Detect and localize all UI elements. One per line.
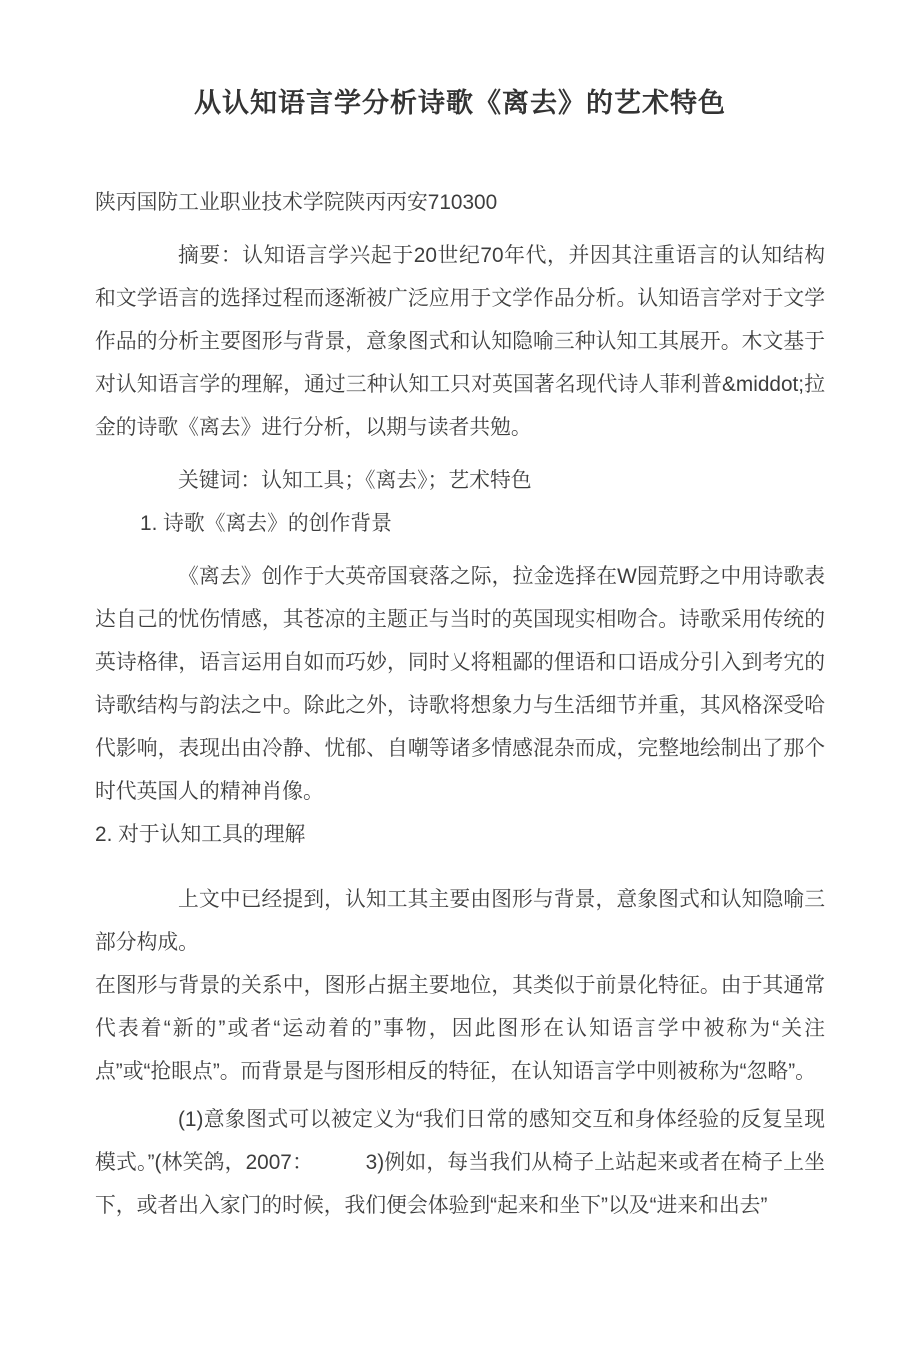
section-1-heading: 1. 诗歌《离去》的创作背景 [140, 512, 392, 535]
keywords-line: 关键词：认知工具；《离去》；艺术特色 [178, 469, 532, 492]
document-title: 从认知语言学分析诗歌《离去》的艺术特色 [194, 88, 726, 118]
section-1-paragraph: 《离去》创作于大英帝国衰落之际，拉金选择在W园荒野之中用诗歌表达自己的忧伤情感，其苍凉的主题正与当时的英国现实相吻合。诗歌采用传统的英诗格律，语言运用自如而巧妙，同时乂将粗鄙的俚语和口语成分引入到考宄的诗歌结构与韵法之中。除此之外，诗歌将想象力与生活细节并重，其风格深受哈代影响，表现出由冷静、忧郁、自嘲等诸多情感混杂而成，完整地绘制出了那个时代英国人的精神肖像。 [95, 565, 825, 803]
section-2-paragraph-2: 在图形与背景的关系中，图形占据主要地位，其类似于前景化特征。由于其通常代表着“新的”或者“运动着的”事物，因此图形在认知语言学中被称为“关注点”或“抢眼点”。而背景是与图形相反的特征，在认知语言学中则被称为“忽略”。 [95, 974, 825, 1083]
abstract-paragraph: 摘要：认知语言学兴起于20世纪70年代，并因其注重语言的认知结构和文学语言的选择过程而逐渐被广泛应用于文学作品分析。认知语言学对于文学作品的分析主要图形与背景，意象图式和认知隐喻三种认知工其展开。木文基于对认知语言学的理解，通过三种认知工只对英国著名现代诗人菲利普&middot;拉金的诗歌《离去》进行分析，以期与读者共勉。 [95, 244, 825, 439]
section-2-paragraph-1: 上文中已经提到，认知工其主要由图形与背景，意象图式和认知隐喻三部分构成。 [95, 888, 825, 954]
section-2-heading: 2. 对于认知工具的理解 [95, 823, 306, 846]
section-2-paragraph-3: (1)意象图式可以被定义为“我们日常的感知交互和身体经验的反复呈现模式。”(林笑鸽，2007： 3)例如，每当我们从椅子上站起来或者在椅子上坐下，或者出入家门的时候，我们便会体验到“起来和坐下”以及“进来和出去” [95, 1108, 825, 1217]
affiliation-line: 陕丙国防工业职业技术学院陕丙丙安710300 [95, 191, 498, 214]
